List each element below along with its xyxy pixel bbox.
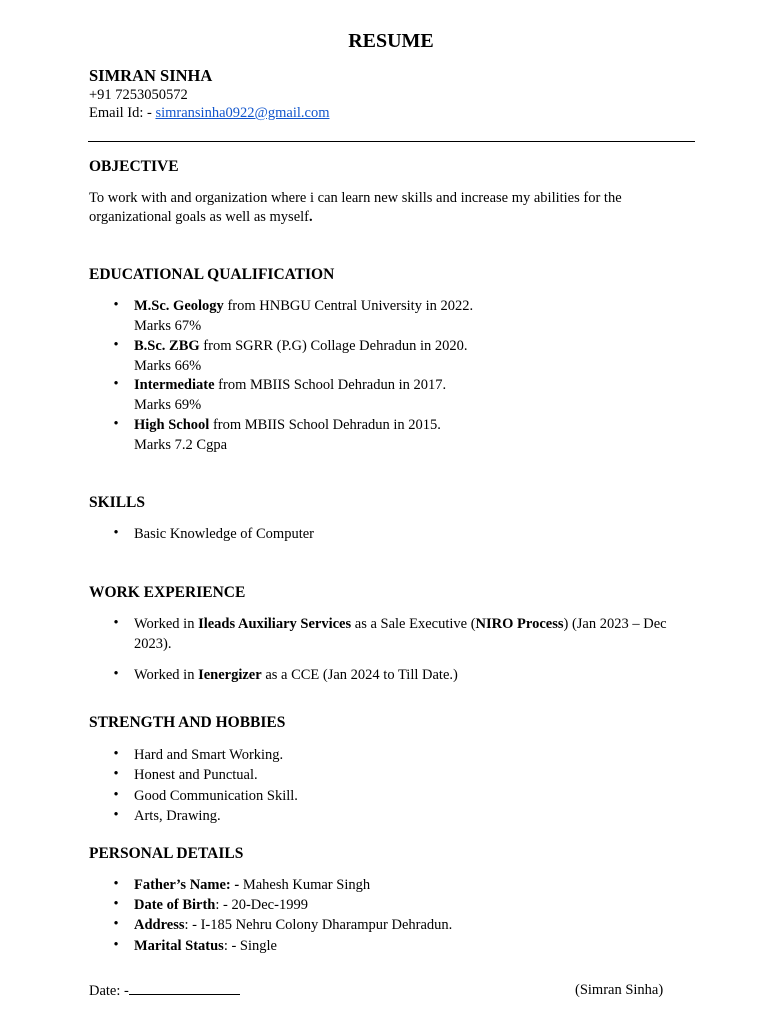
personal-item (134, 937, 277, 957)
bullet (112, 416, 120, 433)
education-detail: from SGRR (P.G) Collage Dehradun in 2020. (203, 338, 468, 354)
work-company: Ienergizer (198, 667, 262, 683)
bullet (112, 337, 120, 354)
personal-item (134, 876, 370, 896)
bullet (112, 876, 120, 893)
strength-item: Honest and Punctual. (134, 767, 258, 783)
objective-end: . (309, 209, 313, 225)
strength-heading: STRENGTH AND HOBBIES (89, 714, 286, 731)
education-degree: B.Sc. ZBG (134, 338, 200, 354)
work-text: Worked in (134, 667, 195, 683)
education-marks: Marks 69% (134, 396, 202, 413)
personal-label: Address (134, 917, 185, 933)
personal-value: Mahesh Kumar Singh (242, 877, 371, 893)
education-detail: from MBIIS School Dehradun in 2017. (218, 377, 447, 393)
education-detail: from MBIIS School Dehradun in 2015. (212, 417, 441, 433)
date-label: Date: - (89, 983, 129, 999)
signature-name: (Simran Sinha) (575, 982, 664, 998)
personal-label: Father’s Name: - (134, 877, 240, 893)
work-heading: WORK EXPERIENCE (89, 584, 246, 601)
work-text: Worked in (134, 616, 195, 632)
email-line (89, 105, 330, 122)
work-text: as a CCE (Jan 2024 to Till Date.) (265, 667, 458, 683)
education-degree: High School (134, 417, 210, 433)
work-item (134, 615, 702, 654)
strength-item: Arts, Drawing. (134, 808, 221, 824)
bullet (112, 525, 120, 542)
personal-item (134, 916, 452, 936)
personal-label: Date of Birth (134, 897, 216, 913)
education-item (134, 337, 468, 376)
education-heading: EDUCATIONAL QUALIFICATION (89, 266, 335, 283)
bullet (112, 916, 120, 933)
bullet (112, 297, 120, 314)
work-text: as a Sale Executive ( (354, 616, 476, 632)
objective-body: To work with and organization where i can learn new skills and increase my abilities for the organizational goals as well as myself (89, 190, 622, 225)
education-marks: Marks 7.2 Cgpa (134, 436, 228, 453)
work-text: ) (Jan 2023 – Dec 2023). (134, 616, 667, 652)
date-blank-line (129, 982, 240, 995)
bullet (112, 666, 120, 683)
candidate-name: SIMRAN SINHA (89, 66, 213, 85)
personal-heading: PERSONAL DETAILS (89, 845, 244, 862)
personal-value: : - I-185 Nehru Colony Dharampur Dehradun. (184, 917, 453, 933)
bullet (112, 807, 120, 824)
personal-label: Marital Status (134, 938, 224, 954)
bullet (112, 787, 120, 804)
education-marks: Marks 66% (134, 357, 202, 374)
email-label: Email Id: - (89, 105, 152, 121)
education-detail: from HNBGU Central University in 2022. (227, 298, 474, 314)
personal-value: : - Single (223, 938, 277, 954)
bullet (112, 746, 120, 763)
strength-item: Good Communication Skill. (134, 788, 298, 804)
education-item (134, 376, 446, 415)
work-process: NIRO Process (475, 616, 564, 632)
personal-item (134, 896, 308, 916)
bullet (112, 615, 120, 632)
objective-text (89, 189, 679, 227)
header-divider (88, 141, 695, 142)
education-item (134, 297, 473, 336)
education-item (134, 416, 441, 455)
objective-heading: OBJECTIVE (89, 158, 179, 175)
skill-item: Basic Knowledge of Computer (134, 526, 315, 542)
bullet (112, 937, 120, 954)
education-degree: Intermediate (134, 377, 215, 393)
phone-number: +91 7253050572 (89, 87, 188, 103)
education-degree: M.Sc. Geology (134, 298, 224, 314)
work-item (134, 666, 458, 686)
bullet (112, 896, 120, 913)
bullet (112, 766, 120, 783)
work-company: Ileads Auxiliary Services (198, 616, 352, 632)
page-title: RESUME (348, 30, 434, 52)
strength-item: Hard and Smart Working. (134, 747, 284, 763)
date-line (89, 982, 240, 1000)
personal-value: : - 20-Dec-1999 (215, 897, 308, 913)
bullet (112, 376, 120, 393)
email-link[interactable]: simransinha0922@gmail.com (155, 105, 330, 121)
skills-heading: SKILLS (89, 494, 146, 511)
education-marks: Marks 67% (134, 317, 202, 334)
